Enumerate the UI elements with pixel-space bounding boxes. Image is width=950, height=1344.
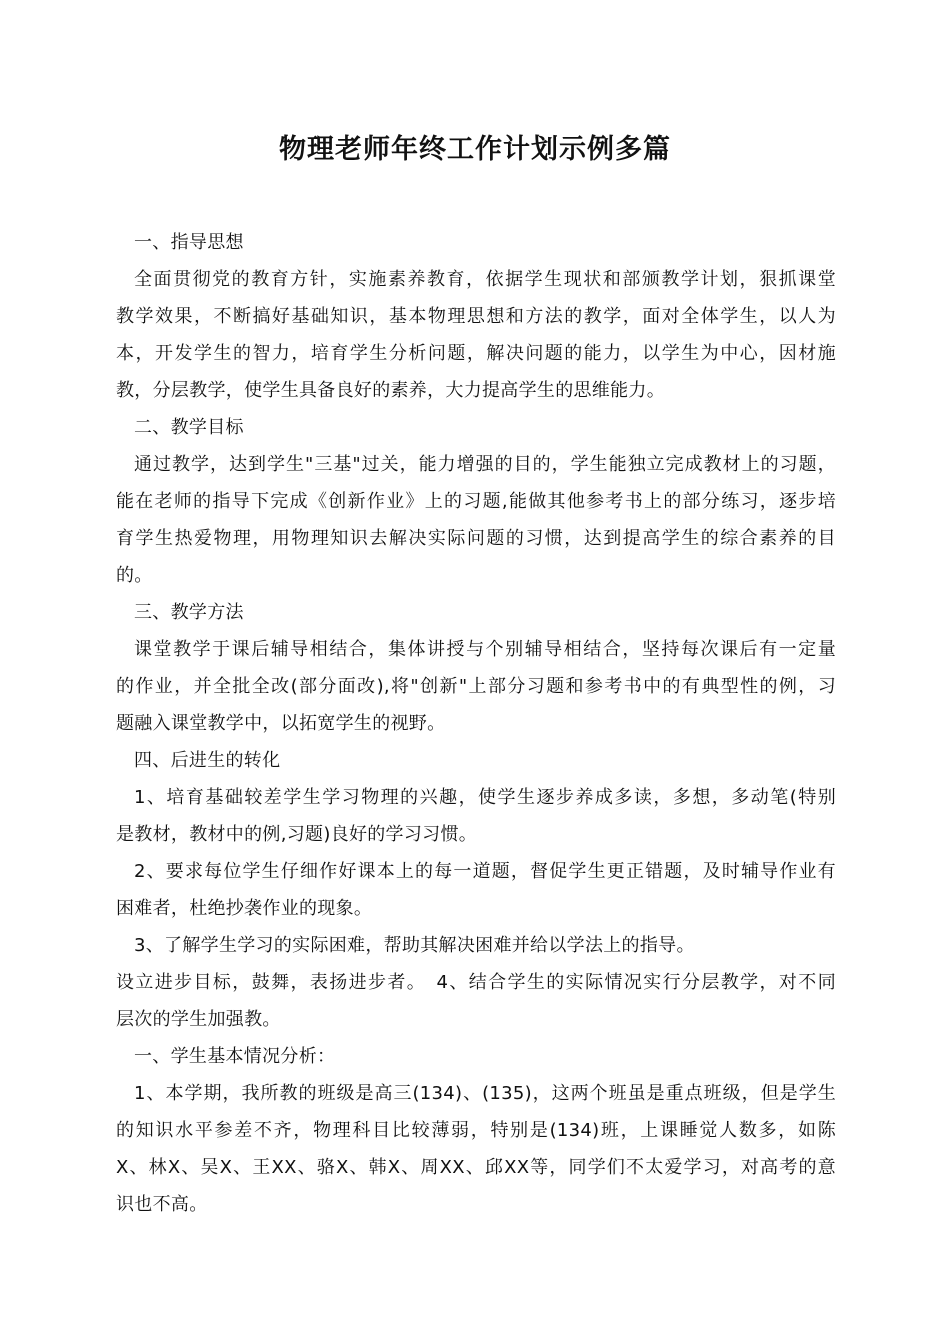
text-line: 四、后进生的转化 bbox=[134, 750, 281, 771]
text-line: 全面贯彻党的教育方针，实施素养教育，依据学生现状和部颁教学计划，狠抓课堂 bbox=[134, 269, 836, 290]
text-line: 1、本学期，我所教的班级是高三(134)、(135)，这两个班虽是重点班级，但是学生 bbox=[134, 1083, 836, 1104]
text-line: 识也不高。 bbox=[116, 1194, 208, 1215]
text-line: 的作业，并全批全改(部分面改),将"创新"上部分习题和参考书中的有典型性的例，习 bbox=[116, 676, 836, 697]
text-line: 本，开发学生的智力，培育学生分析问题，解决问题的能力，以学生为中心，因材施 bbox=[116, 343, 836, 364]
text-line: 是教材，教材中的例,习题)良好的学习习惯。 bbox=[116, 824, 478, 845]
text-line: 课堂教学于课后辅导相结合，集体讲授与个别辅导相结合，坚持每次课后有一定量 bbox=[134, 639, 836, 660]
text-line: 设立进步目标，鼓舞，表扬进步者。 4、结合学生的实际情况实行分层教学，对不同 bbox=[116, 972, 836, 993]
text-line: 的。 bbox=[116, 565, 153, 586]
text-line: 的知识水平参差不齐，物理科目比较薄弱，特别是(134)班，上课睡觉人数多，如陈 bbox=[116, 1120, 836, 1141]
text-line: 1、培育基础较差学生学习物理的兴趣，使学生逐步养成多读，多想，多动笔(特别 bbox=[134, 787, 836, 808]
text-line: 二、教学目标 bbox=[134, 417, 244, 438]
text-line: 一、指导思想 bbox=[134, 232, 244, 253]
text-line: 教学效果，不断搞好基础知识，基本物理思想和方法的教学，面对全体学生，以人为 bbox=[116, 306, 836, 327]
document-body bbox=[116, 224, 836, 1223]
text-line: 教，分层教学，使学生具备良好的素养，大力提高学生的思维能力。 bbox=[116, 380, 665, 401]
text-line: 通过教学，达到学生"三基"过关，能力增强的目的，学生能独立完成教材上的习题， bbox=[134, 454, 836, 475]
text-line: 层次的学生加强教。 bbox=[116, 1009, 281, 1030]
text-line: 困难者，杜绝抄袭作业的现象。 bbox=[116, 898, 373, 919]
text-line: X、林X、吴X、王XX、骆X、韩X、周XX、邱XX等，同学们不太爱学习，对高考的意 bbox=[116, 1157, 836, 1178]
text-line: 育学生热爱物理，用物理知识去解决实际问题的习惯，达到提高学生的综合素养的目 bbox=[116, 528, 836, 549]
text-line: 3、了解学生学习的实际困难，帮助其解决困难并给以学法上的指导。 bbox=[134, 935, 695, 956]
text-line: 一、学生基本情况分析： bbox=[134, 1046, 336, 1067]
document-title: 物理老师年终工作计划示例多篇 bbox=[279, 134, 671, 165]
text-line: 能在老师的指导下完成《创新作业》上的习题,能做其他参考书上的部分练习，逐步培 bbox=[116, 491, 836, 512]
text-line: 2、要求每位学生仔细作好课本上的每一道题，督促学生更正错题，及时辅导作业有 bbox=[134, 861, 836, 882]
text-line: 三、教学方法 bbox=[134, 602, 244, 623]
text-line: 题融入课堂教学中，以拓宽学生的视野。 bbox=[116, 713, 446, 734]
